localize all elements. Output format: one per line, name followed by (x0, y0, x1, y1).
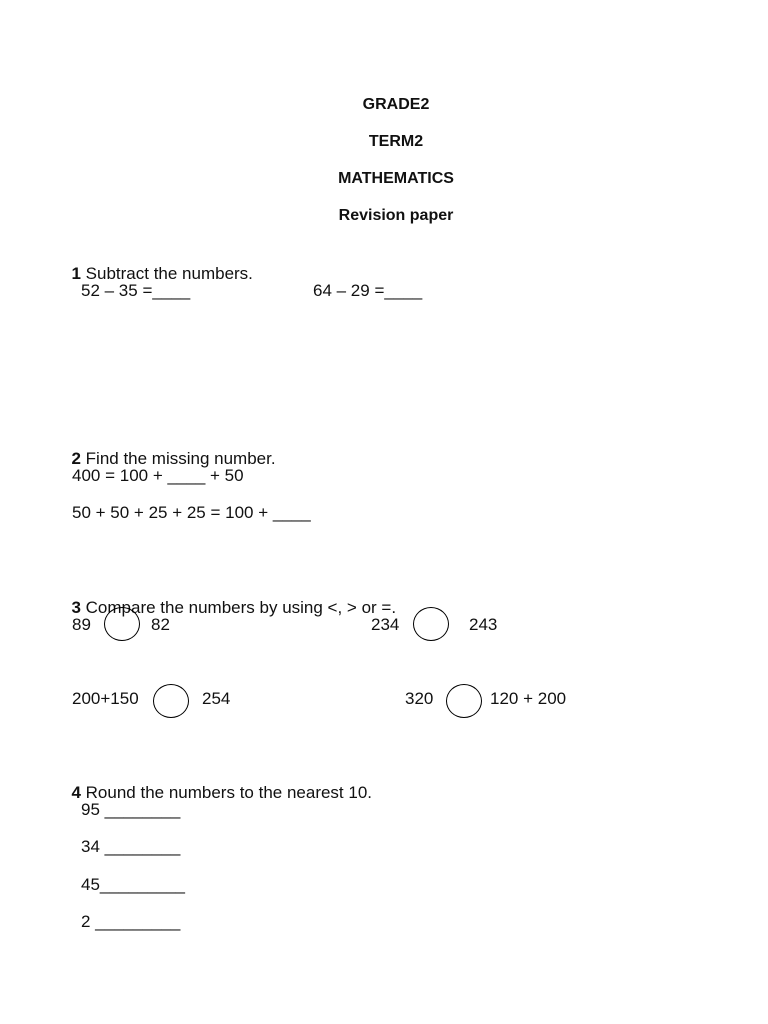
question-2 (62, 429, 276, 469)
q2-item-1: 400 = 100 + ____ + 50 (72, 466, 244, 485)
q1-item-1: 52 – 35 =____ (81, 281, 191, 300)
compare-circle-1[interactable] (104, 607, 140, 641)
q4-item-3: 45_________ (81, 875, 186, 894)
subject-heading: MATHEMATICS (338, 170, 454, 187)
question-instruction: Subtract the numbers. (85, 264, 253, 283)
compare-right-3: 254 (202, 689, 231, 708)
question-instruction: Round the numbers to the nearest 10. (85, 783, 373, 802)
q2-item-2: 50 + 50 + 25 + 25 = 100 + ____ (72, 503, 311, 522)
q4-item-4: 2 _________ (81, 912, 181, 931)
question-number: 4 (71, 783, 81, 802)
q4-item-1: 95 ________ (81, 800, 181, 819)
question-number: 3 (71, 598, 81, 617)
question-instruction: Compare the numbers by using <, > or =. (85, 598, 397, 617)
compare-left-1: 89 (72, 615, 91, 634)
term-heading: TERM2 (368, 133, 424, 150)
q1-item-2: 64 – 29 =____ (313, 281, 423, 300)
compare-circle-3[interactable] (153, 684, 189, 718)
compare-right-1: 82 (151, 615, 170, 634)
compare-right-4: 120 + 200 (490, 689, 567, 708)
question-1 (62, 244, 253, 284)
compare-right-2: 243 (469, 615, 498, 634)
compare-left-4: 320 (405, 689, 434, 708)
grade-heading: GRADE2 (362, 96, 430, 113)
compare-left-3: 200+150 (72, 689, 139, 708)
paper-heading: Revision paper (338, 207, 454, 224)
compare-left-2: 234 (371, 615, 400, 634)
question-number: 2 (71, 449, 81, 468)
question-instruction: Find the missing number. (85, 449, 276, 468)
q4-item-2: 34 ________ (81, 837, 181, 856)
question-number: 1 (71, 264, 81, 283)
compare-circle-2[interactable] (413, 607, 449, 641)
question-4 (62, 763, 372, 803)
compare-circle-4[interactable] (446, 684, 482, 718)
